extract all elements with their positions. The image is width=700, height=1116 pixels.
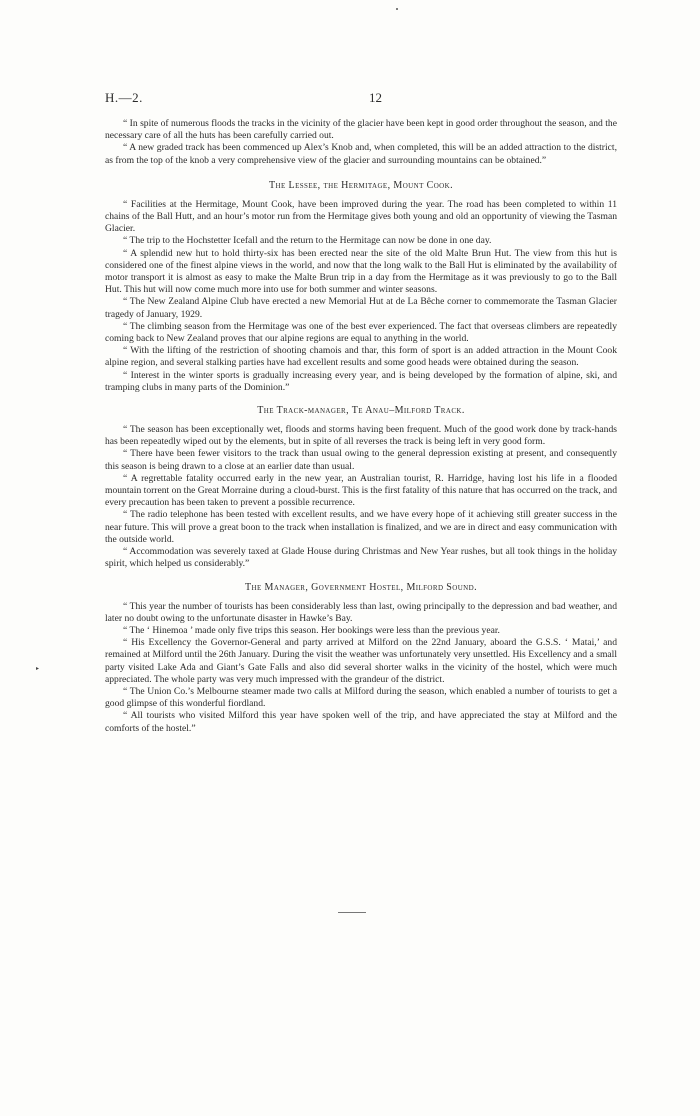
page-header: [105, 90, 617, 108]
paragraph: “ There have been fewer visitors to the track than usual owing to the general depression existing at present, and consequently this season is being drawn to a close at an earlier date than usual.: [105, 448, 617, 472]
paragraph: “ The season has been exceptionally wet, floods and storms having been frequent. Much of the good work done by track-hands has been repeatedly wiped out by the elements, but in spite of all reverses the track is being left in very good form.: [105, 424, 617, 448]
end-rule: [338, 912, 366, 913]
paragraph: “ With the lifting of the restriction of shooting chamois and thar, this form of sport is an added attraction in the Mount Cook alpine region, and several stalking parties have had excellent results and some good heads were obtained during the season.: [105, 345, 617, 369]
section-heading-milford-track: The Track-manager, Te Anau–Milford Track.: [257, 405, 465, 417]
paragraph: “ Facilities at the Hermitage, Mount Cook, have been improved during the year. The road has been completed to within 11 chains of the Ball Hutt, and an hour’s motor run from the Hermitage gives both young and old an opportunity of viewing the Tasman Glacier.: [105, 198, 617, 235]
section-heading-milford-hostel: The Manager, Government Hostel, Milford Sound.: [244, 581, 477, 593]
paragraph: “ The New Zealand Alpine Club have erected a new Memorial Hut at de La Bêche corner to commemorate the Tasman Glacier tragedy of January, 1929.: [105, 296, 617, 320]
scan-margin-mark: ▸: [36, 666, 40, 672]
paragraph: “ The radio telephone has been tested with excellent results, and we have every hope of it achieving still greater success in the near future. This will prove a great boon to the track when installation is finalized, and we are in direct and easy communication with the outside world.: [105, 509, 617, 545]
section-milford-track: [105, 424, 617, 570]
section-heading-hermitage: The Lessee, the Hermitage, Mount Cook.: [269, 179, 453, 191]
paragraph: “ All tourists who visited Milford this year have spoken well of the trip, and have appreciated the stay at Milford and the comforts of the hostel.”: [105, 710, 617, 734]
paragraph: “ The climbing season from the Hermitage was one of the best ever experienced. The fact that overseas climbers are repeatedly coming back to New Zealand proves that our alpine regions are equal to anything in the world.: [105, 320, 617, 345]
section-hermitage: [105, 199, 617, 394]
document-body: [105, 118, 617, 735]
scan-speck: [396, 8, 398, 10]
paragraph: “ Interest in the winter sports is gradually increasing every year, and is being developed by the formation of alpine, ski, and tramping clubs in many parts of the Dominion.”: [105, 369, 617, 393]
paragraph: “ The trip to the Hochstetter Icefall and the return to the Hermitage can now be done in one day.: [123, 235, 492, 247]
section-glacier-tracks: [105, 118, 617, 167]
section-milford-hostel: [105, 601, 617, 735]
paragraph: “ A splendid new hut to hold thirty-six has been erected near the site of the old Malte Brun Hut. The view from this hut is considered one of the finest alpine views in the world, and now that the long walk to the Ball Hut is eliminated by the availability of motor transport it is almost as easy to make the Malte Brun trip in a day from the Hermitage as it was previously to go to the Ball Hut. This hut will now come much more into use for both summer and winter seasons.: [105, 247, 617, 296]
paragraph: “ The Union Co.’s Melbourne steamer made two calls at Milford during the season, which enabled a number of tourists to get a good glimpse of this wonderful fiordland.: [105, 685, 617, 710]
paragraph: “ His Excellency the Governor-General and party arrived at Milford on the 22nd January, aboard the G.S.S. ‘ Matai,’ and remained at Milford until the 26th January. During the visit the weather was unfortunately very unsettled. His Excellency and a small party visited Lake Ada and Giant’s Gate Falls and also did several shorter walks in the vicinity of the hostel, which were much appreciated. The whole party was very much impressed with the grandeur of the district.: [105, 637, 617, 685]
paragraph: “ Accommodation was severely taxed at Glade House during Christmas and New Year rushes, but all took things in the holiday spirit, which helped us considerably.”: [105, 546, 617, 570]
page-number: 12: [369, 90, 382, 105]
paragraph: “ A new graded track has been commenced up Alex’s Knob and, when completed, this will be an added attraction to the district, as from the top of the knob a very comprehensive view of the glacier and surrounding mountains can be obtained.”: [105, 142, 617, 166]
paragraph: “ This year the number of tourists has been considerably less than last, owing principally to the depression and bad weather, and later no doubt owing to the unfortunate disaster in Hawke’s Bay.: [105, 600, 617, 624]
paragraph: “ A regrettable fatality occurred early in the new year, an Australian tourist, R. Harridge, having lost his life in a flooded mountain torrent on the Great Morraine during a cloud-burst. This is the first fatality of this nature that has occurred on the track, and every precaution has been taken to prevent a possible recurrence.: [105, 472, 617, 509]
paragraph: “ The ‘ Hinemoa ’ made only five trips this season. Her bookings were less than the previous year.: [123, 624, 500, 636]
paragraph: “ In spite of numerous floods the tracks in the vicinity of the glacier have been kept in good order throughout the season, and the necessary care of all the huts has been carefully carried out.: [105, 118, 617, 142]
report-reference: H.—2.: [105, 90, 143, 105]
